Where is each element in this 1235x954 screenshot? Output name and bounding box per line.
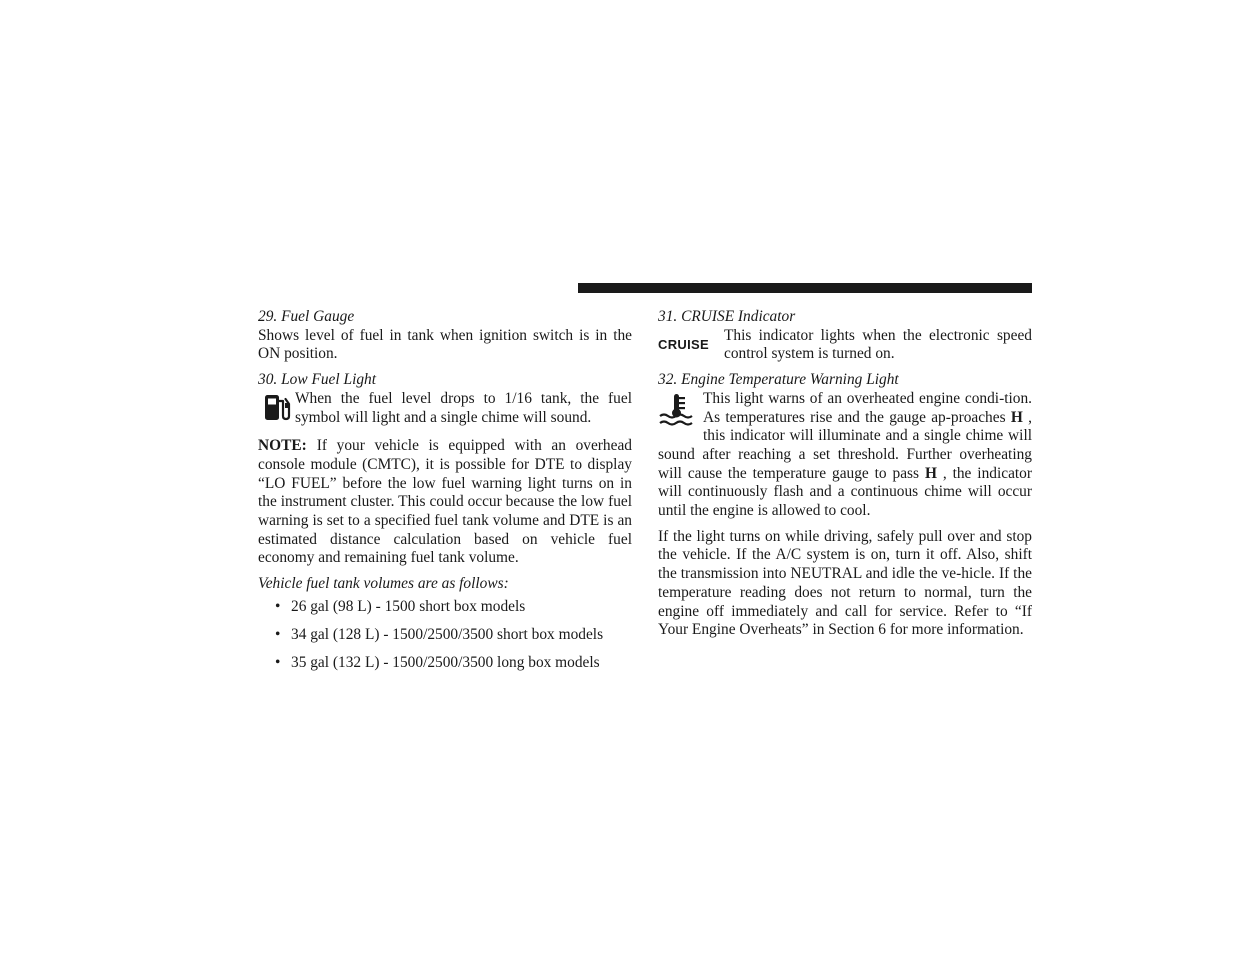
left-column xyxy=(258,308,632,682)
right-column xyxy=(658,308,1032,640)
fuel-pump-icon xyxy=(258,390,295,422)
low-fuel-text: When the fuel level drops to 1/16 tank, the fuel symbol will light and a single chime will sound. xyxy=(295,389,632,426)
cruise-heading: 31. CRUISE Indicator xyxy=(658,308,796,325)
fuel-gauge-text: Shows level of fuel in tank when ignition switch is in the ON position. xyxy=(258,326,632,363)
bullet-icon: • xyxy=(275,653,281,671)
low-fuel-row xyxy=(258,390,632,427)
bullet-icon: • xyxy=(275,597,281,615)
tank-volumes-list xyxy=(258,598,632,673)
hot-marker: H xyxy=(924,464,937,482)
hot-marker: H xyxy=(1010,408,1023,426)
list-item: • 35 gal (132 L) - 1500/2500/3500 long box models xyxy=(275,653,600,671)
engine-temperature-icon xyxy=(658,390,703,446)
section-header-bar xyxy=(578,283,1032,293)
low-fuel-heading: 30. Low Fuel Light xyxy=(258,371,377,389)
note-label: NOTE: xyxy=(258,437,307,455)
list-item: • 34 gal (128 L) - 1500/2500/3500 short box models xyxy=(275,625,604,643)
tank-volumes-heading: Vehicle fuel tank volumes are as follows: xyxy=(258,575,509,593)
list-item: • 26 gal (98 L) - 1500 short box models xyxy=(275,597,526,615)
bullet-icon: • xyxy=(275,625,281,643)
cruise-text: This indicator lights when the electronic speed control system is turned on. xyxy=(724,326,1032,363)
fuel-gauge-heading: 29. Fuel Gauge xyxy=(258,308,355,325)
cruise-icon xyxy=(658,327,724,355)
engine-temp-heading: 32. Engine Temperature Warning Light xyxy=(658,371,899,389)
engine-temp-text: This light warns of an overheated engine condi-tion. As temperatures rise and the gauge ap-proaches H , this indicator will illuminate and a single chime will sound after reaching a set threshold. Further overheating will cause the temperature gauge to pass H , the indicator will continuously flash and a continuous chime will occur until the engine is allowed to cool. xyxy=(658,389,1032,520)
note-paragraph xyxy=(258,437,632,568)
cruise-row xyxy=(658,327,1032,364)
overheat-advice-text: If the light turns on while driving, safely pull over and stop the vehicle. If the A/C system is on, turn it off. Also, shift the transmission into NEUTRAL and idle the ve-hicle. If the temperature reading does not return to normal, turn the engine off immediately and call for service. Refer to “If Your Engine Overheats” in Section 6 for more information. xyxy=(658,527,1032,639)
engine-temp-block xyxy=(658,390,1032,521)
cruise-icon-label: CRUISE xyxy=(658,336,709,352)
note-text: If your vehicle is equipped with an overhead console module (CMTC), it is possible for DTE to display “LO FUEL” before the low fuel warning light turns on in the instrument cluster. This could occur because the low fuel warning is set to a specified fuel tank volume and DTE is an estimated distance calculation based on vehicle fuel economy and remaining fuel tank volume. xyxy=(258,437,632,567)
